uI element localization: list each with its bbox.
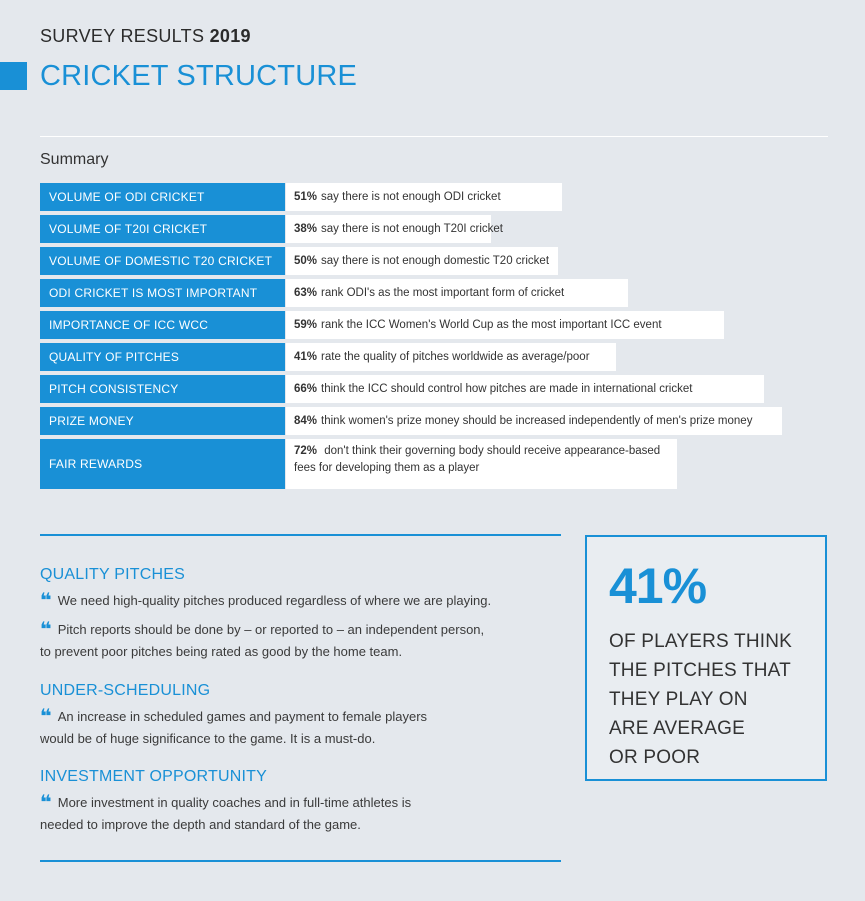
summary-row-text: think women's prize money should be increased independently of men's prize money bbox=[321, 415, 753, 427]
summary-row-label: ODI CRICKET IS MOST IMPORTANT bbox=[40, 279, 285, 307]
summary-row-text: rank ODI's as the most important form of cricket bbox=[321, 287, 565, 299]
summary-row-pct: 84% bbox=[294, 415, 318, 427]
section-heading-under-scheduling: UNDER-SCHEDULING bbox=[40, 682, 211, 699]
quote-mark-icon: ❝ bbox=[40, 792, 50, 814]
quote-mark-icon: ❝ bbox=[40, 706, 50, 728]
quote-text: We need high-quality pitches produced regardless of where we are playing. bbox=[57, 593, 492, 608]
section-heading-quality-pitches: QUALITY PITCHES bbox=[40, 566, 185, 583]
quote-text: An increase in scheduled games and payment to female players would be of huge significance to the game. It is a must-do. bbox=[40, 709, 428, 746]
summary-row-label: PITCH CONSISTENCY bbox=[40, 375, 285, 403]
quote-text: Pitch reports should be done by – or reported to – an independent person, to prevent poor pitches being rated as good by the home team. bbox=[40, 622, 485, 659]
section-heading-investment-opportunity: INVESTMENT OPPORTUNITY bbox=[40, 768, 267, 785]
summary-row-label: VOLUME OF ODI CRICKET bbox=[40, 183, 285, 211]
summary-row-value bbox=[286, 439, 677, 489]
survey-label: SURVEY RESULTS bbox=[40, 26, 205, 46]
summary-row-value bbox=[286, 311, 724, 339]
stat-line: OF PLAYERS THINK bbox=[609, 631, 793, 652]
summary-row-value bbox=[286, 375, 764, 403]
summary-row-pct: 51% bbox=[294, 191, 318, 203]
summary-row-text: rank the ICC Women's World Cup as the most important ICC event bbox=[321, 319, 662, 331]
summary-row-label: QUALITY OF PITCHES bbox=[40, 343, 285, 371]
summary-row-text: rate the quality of pitches worldwide as average/poor bbox=[321, 351, 590, 363]
title-accent-bar bbox=[0, 62, 27, 90]
summary-label: Summary bbox=[40, 151, 109, 168]
summary-row-text: say there is not enough T20I cricket bbox=[321, 223, 504, 235]
page-title: CRICKET STRUCTURE bbox=[40, 60, 358, 92]
summary-row-pct: 72% bbox=[294, 445, 318, 457]
stat-line: OR POOR bbox=[609, 747, 701, 768]
top-divider bbox=[40, 136, 828, 137]
survey-header bbox=[40, 26, 251, 47]
quote bbox=[40, 706, 460, 750]
summary-row-label: VOLUME OF T20I CRICKET bbox=[40, 215, 285, 243]
summary-row-value bbox=[286, 279, 628, 307]
summary-row-pct: 63% bbox=[294, 287, 318, 299]
survey-year: 2019 bbox=[209, 26, 251, 46]
stat-line: THE PITCHES THAT bbox=[609, 660, 791, 681]
quote bbox=[40, 590, 540, 612]
section-rule-top bbox=[40, 534, 561, 536]
quote-mark-icon: ❝ bbox=[40, 619, 50, 641]
summary-row-value bbox=[286, 183, 562, 211]
summary-row-pct: 50% bbox=[294, 255, 318, 267]
summary-row-value bbox=[286, 215, 504, 243]
stat-callout-box bbox=[585, 535, 827, 781]
section-rule-bottom bbox=[40, 860, 561, 862]
stat-line: ARE AVERAGE bbox=[609, 718, 745, 739]
summary-row-value bbox=[286, 247, 558, 275]
summary-row-label: IMPORTANCE OF ICC WCC bbox=[40, 311, 285, 339]
summary-row-label: PRIZE MONEY bbox=[40, 407, 285, 435]
stat-line: THEY PLAY ON bbox=[609, 689, 748, 710]
summary-row-pct: 59% bbox=[294, 319, 318, 331]
summary-row-pct: 66% bbox=[294, 383, 318, 395]
summary-row-value bbox=[286, 407, 782, 435]
summary-row-text: say there is not enough ODI cricket bbox=[321, 191, 501, 203]
summary-row-pct: 38% bbox=[294, 223, 318, 235]
summary-row-label: FAIR REWARDS bbox=[40, 439, 285, 489]
quote bbox=[40, 792, 450, 836]
summary-row-text: think the ICC should control how pitches are made in international cricket bbox=[321, 383, 693, 395]
summary-row-value bbox=[286, 343, 616, 371]
summary-row bbox=[40, 183, 562, 211]
summary-row-text: don't think their governing body should receive appearance-based fees for developing them as a player bbox=[294, 445, 661, 474]
summary-row-value-text bbox=[294, 443, 671, 477]
quote-text: More investment in quality coaches and in full-time athletes is needed to improve the depth and standard of the game. bbox=[40, 795, 412, 832]
summary-row-text: say there is not enough domestic T20 cricket bbox=[321, 255, 550, 267]
summary-row-label: VOLUME OF DOMESTIC T20 CRICKET bbox=[40, 247, 285, 275]
quote-mark-icon: ❝ bbox=[40, 590, 50, 612]
stat-number: 41% bbox=[609, 558, 707, 614]
quote bbox=[40, 619, 485, 663]
stat-text bbox=[609, 627, 824, 772]
summary-row-pct: 41% bbox=[294, 351, 318, 363]
